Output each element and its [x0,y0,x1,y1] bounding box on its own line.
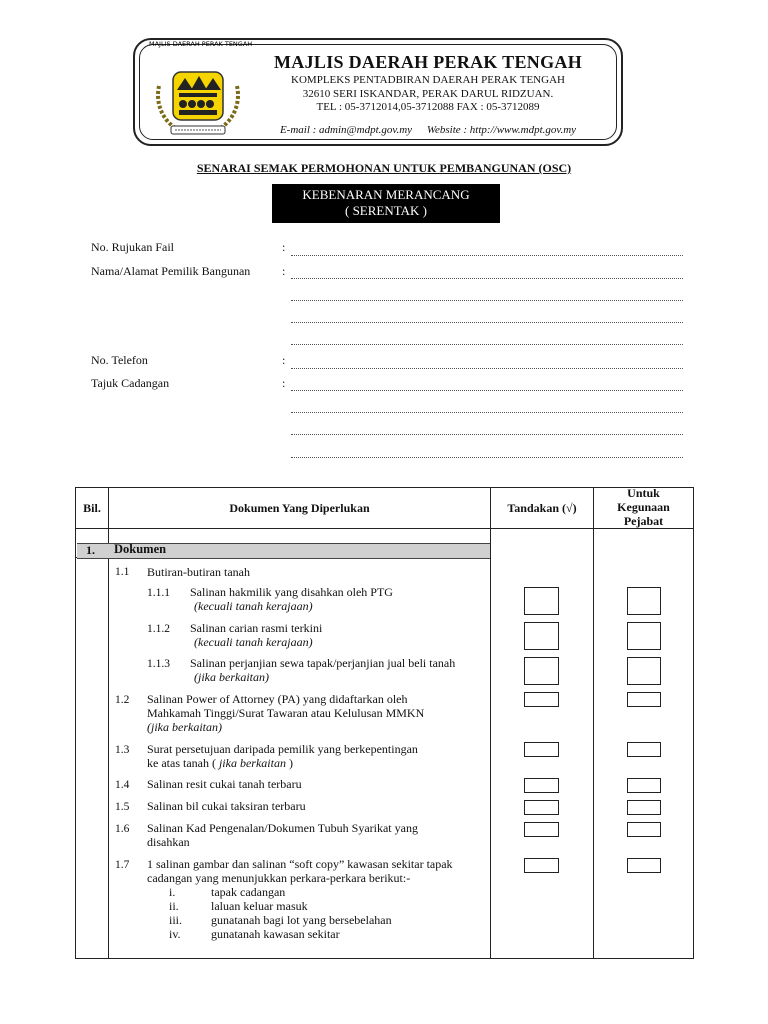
section-title: Dokumen [114,542,167,556]
owner-field-line-3[interactable] [291,322,683,323]
form-title: SENARAI SEMAK PERMOHONAN UNTUK PEMBANGUNAN (OSC) [196,161,572,175]
tick-checkbox[interactable] [524,692,559,707]
banner-line-1: KEBENARAN MERANCANG [302,187,470,202]
office-checkbox[interactable] [627,742,661,757]
table-right-border [693,487,694,959]
address-line-1: KOMPLEKS PENTADBIRAN DAERAH PERAK TENGAH [291,74,565,86]
item-text-line-1: 1 salinan gambar dan salinan “soft copy” kawasan sekitar tapak [147,857,453,871]
item-note: (jika berkaitan) [194,670,269,684]
item-number: 1.3 [115,744,130,756]
sub-item-roman: iii. [169,913,183,927]
item-note: (kecuali tanah kerajaan) [194,599,313,613]
email-text: E-mail : admin@mdpt.gov.my [279,124,413,136]
office-checkbox[interactable] [627,822,661,837]
owner-label: Nama/Alamat Pemilik Bangunan [91,264,251,278]
sub-item-text: gunatanah bagi lot yang bersebelahan [211,913,392,927]
item-number: 1.6 [115,823,130,835]
title-banner [272,184,500,223]
proposal-title-field-line-2[interactable] [291,412,683,413]
tick-checkbox[interactable] [524,858,559,873]
office-checkbox[interactable] [627,692,661,707]
phone-fax-line: TEL : 05-3712014,05-3712088 FAX : 05-3712089 [316,101,540,113]
owner-colon: : [282,264,286,278]
header-office-line-1: Untuk [627,486,660,500]
item-note: jika berkaitan [218,756,286,770]
tick-checkbox[interactable] [524,622,559,650]
proposal-title-label: Tajuk Cadangan [91,376,170,390]
proposal-title-field-line-4[interactable] [291,457,683,458]
sub-item-roman: iv. [169,927,181,941]
tick-checkbox[interactable] [524,778,559,793]
table-bottom-border [75,958,694,959]
sub-item-text: laluan keluar masuk [211,899,308,913]
proposal-title-field-line-3[interactable] [291,434,683,435]
file-ref-colon: : [282,240,286,254]
org-name: MAJLIS DAERAH PERAK TENGAH [274,52,582,72]
office-checkbox[interactable] [627,622,661,650]
header-bil: Bil. [83,501,101,515]
item-note: (kecuali tanah kerajaan) [194,635,313,649]
item-number: 1.1.1 [147,587,170,599]
item-text: Salinan perjanjian sewa tapak/perjanjian jual beli tanah [190,656,456,670]
proposal-title-field-line-1[interactable] [291,390,683,391]
item-text: Salinan hakmilik yang disahkan oleh PTG [190,585,393,599]
proposal-title-colon: : [282,376,286,390]
crest-logo-icon [149,40,253,140]
item-number: 1.2 [115,694,130,706]
item-text-line-1: Salinan Power of Attorney (PA) yang didaftarkan oleh [147,692,408,706]
letterhead [133,38,623,146]
office-checkbox[interactable] [627,587,661,615]
office-checkbox[interactable] [627,657,661,685]
section-number: 1. [86,543,95,557]
header-office-line-3: Pejabat [623,514,664,528]
contact-line [253,124,603,136]
tick-checkbox[interactable] [524,657,559,685]
address-line-2: 32610 SERI ISKANDAR, PERAK DARUL RIDZUAN. [302,88,554,100]
item-text-part: ke atas tanah ( [147,756,219,770]
item-text-part: ) [285,756,293,770]
item-number: 1.7 [115,859,130,871]
file-ref-label: No. Rujukan Fail [91,240,174,254]
item-text-line-1: Surat persetujuan daripada pemilik yang berkepentingan [147,742,418,756]
item-number: 1.1 [115,566,130,578]
banner-line-2: ( SERENTAK ) [344,203,427,218]
item-text: Butiran-butiran tanah [147,565,250,579]
sub-item-text: gunatanah kawasan sekitar [211,927,340,941]
tick-checkbox[interactable] [524,742,559,757]
header-dokumen: Dokumen Yang Diperlukan [229,501,370,515]
item-text: Salinan resit cukai tanah terbaru [147,777,302,791]
sub-item-roman: i. [169,885,176,899]
owner-field-line-4[interactable] [291,344,683,345]
owner-field-line-1[interactable] [291,278,683,279]
owner-field-line-2[interactable] [291,300,683,301]
header-tandakan: Tandakan (√) [507,501,577,515]
file-ref-field[interactable] [291,255,683,256]
office-checkbox[interactable] [627,778,661,793]
header-office-line-2: Kegunaan [617,500,670,514]
office-checkbox[interactable] [627,800,661,815]
item-text-line-2: Mahkamah Tinggi/Surat Tawaran atau Kelulusan MMKN [147,706,425,720]
office-checkbox[interactable] [627,858,661,873]
item-number: 1.5 [115,801,130,813]
item-number: 1.1.3 [147,658,170,670]
tick-checkbox[interactable] [524,822,559,837]
item-number: 1.4 [115,779,130,791]
item-text-line-2: cadangan yang menunjukkan perkara-perkara berikut:- [147,871,411,885]
item-text-line-2: disahkan [147,835,190,849]
phone-label: No. Telefon [91,353,148,367]
table-header-divider [75,528,694,529]
sub-item-text: tapak cadangan [211,885,286,899]
item-text-line-2 [147,757,293,770]
website-text: Website : http://www.mdpt.gov.my [426,124,577,136]
item-text-line-1: Salinan Kad Pengenalan/Dokumen Tubuh Syarikat yang [147,821,418,835]
phone-field[interactable] [291,368,683,369]
sub-item-roman: ii. [169,899,179,913]
tick-checkbox[interactable] [524,587,559,615]
item-text: Salinan carian rasmi terkini [190,621,323,635]
item-note: (jika berkaitan) [147,720,222,734]
item-number: 1.1.2 [147,623,170,635]
item-text: Salinan bil cukai taksiran terbaru [147,799,306,813]
header-office-use [594,486,693,528]
crest-text: MAJLIS DAERAH PERAK TENGAH [149,40,253,48]
table-col-divider-3 [593,487,594,959]
phone-colon: : [282,353,286,367]
tick-checkbox[interactable] [524,800,559,815]
